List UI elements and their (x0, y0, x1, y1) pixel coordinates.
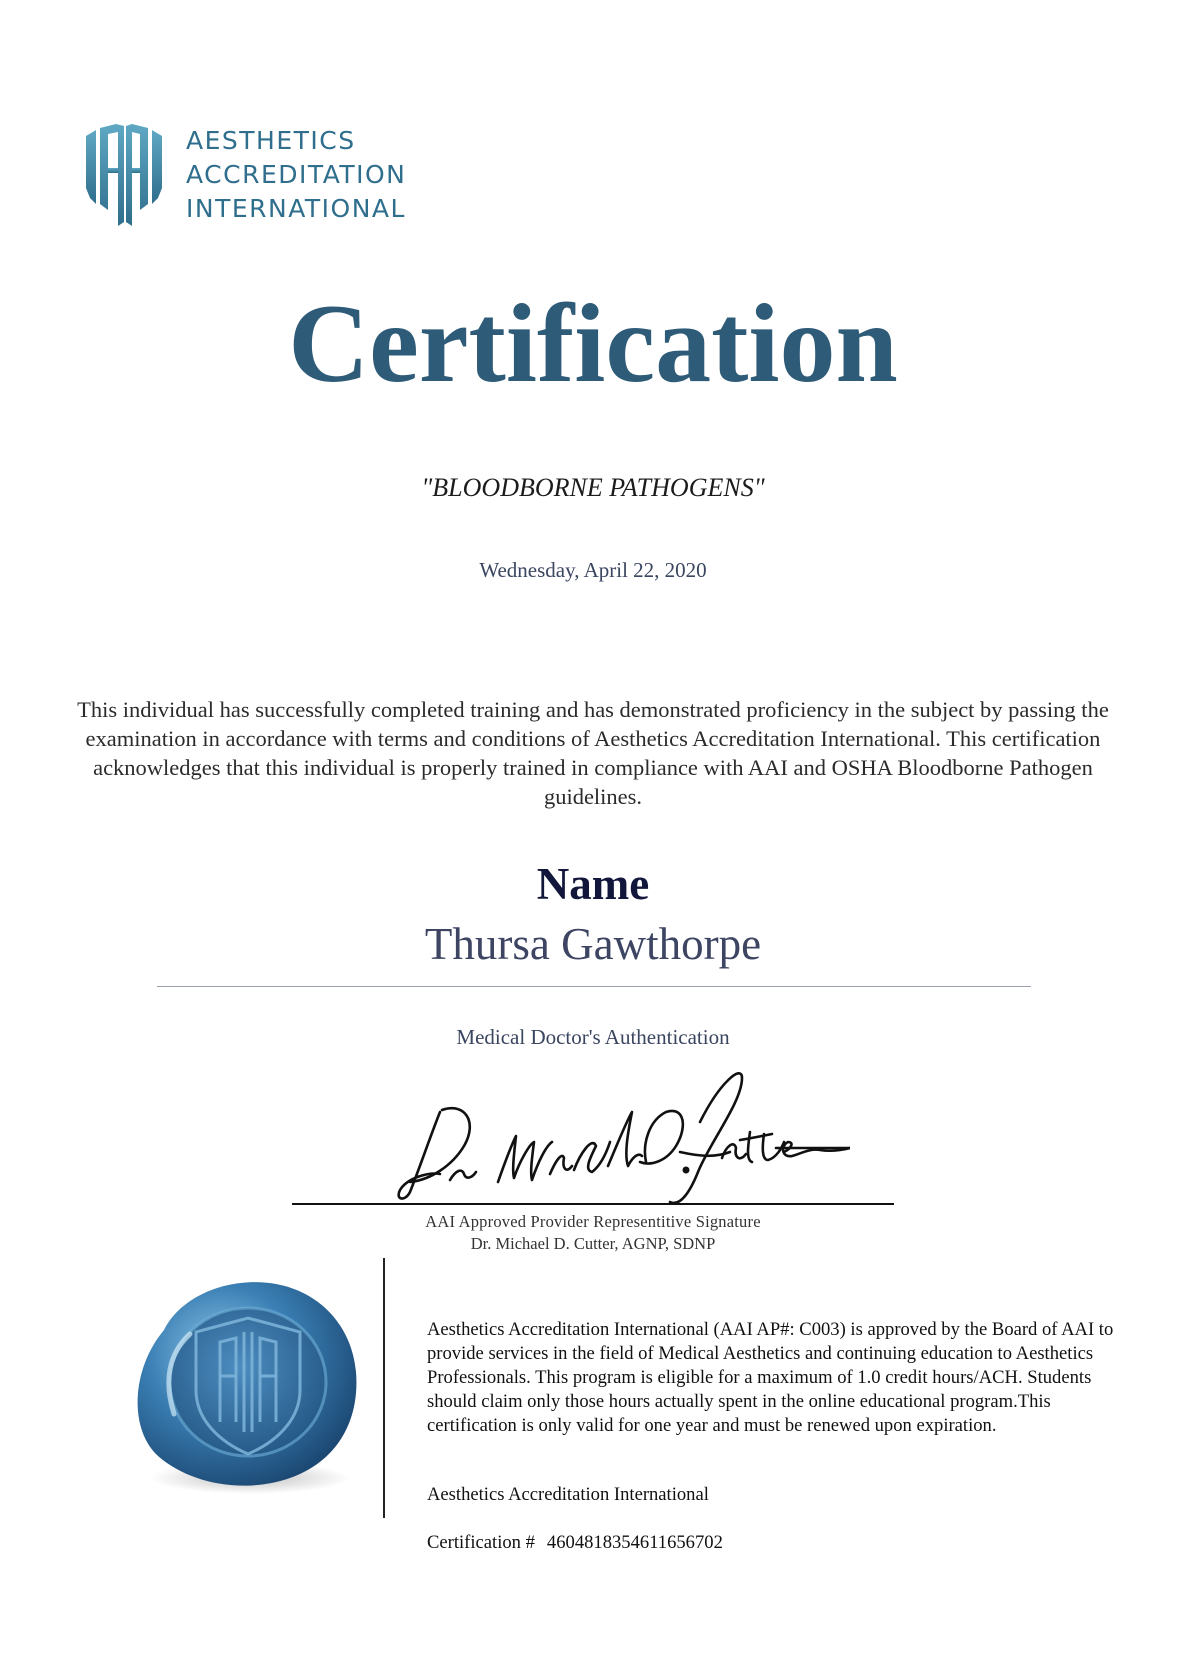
vertical-divider (383, 1258, 385, 1518)
name-heading: Name (536, 859, 650, 909)
logo-text-line-1: AESTHETICS (186, 126, 356, 155)
signature-caption: AAI Approved Provider Representitive Signature (425, 1212, 761, 1231)
recipient-name: Thursa Gawthorpe (424, 919, 762, 969)
certification-statement: This individual has successfully completed training and has demonstrated proficiency in the subject by passing the examination in accordance with terms and conditions of Aesthetics Accreditation International. This certification acknowledges that this individual is properly trained in compliance with AAI and OSHA Bloodborne Pathogen guidelines. (77, 697, 1109, 809)
signatory-name: Dr. Michael D. Cutter, AGNP, SDNP (470, 1234, 716, 1253)
certification-number-label: Certification # (427, 1532, 535, 1553)
organization-name: Aesthetics Accreditation International (427, 1484, 709, 1505)
certificate-title: Certification (288, 282, 898, 406)
signature-line (292, 1203, 894, 1205)
certification-number-row (427, 1532, 723, 1554)
logo-text-line-3: INTERNATIONAL (186, 194, 406, 223)
wax-seal (124, 1272, 364, 1498)
authentication-label: Medical Doctor's Authentication (456, 1025, 730, 1049)
certificate-date: Wednesday, April 22, 2020 (479, 558, 707, 582)
certification-number: 4604818354611656702 (546, 1532, 723, 1553)
course-name: "BLOODBORNE PATHOGENS" (421, 473, 765, 502)
handwritten-signature (380, 1062, 850, 1207)
accreditation-disclaimer: Aesthetics Accreditation International (AAI AP#: C003) is approved by the Board of AAI to provide services in the field of Medical Aesthetics and continuing education to Aesthetics Professionals. This program is eligible for a maximum of 1.0 credit hours/ACH. Students should claim only those hours actually spent in the online educational program.This certification is only valid for one year and must be renewed upon expiration. (427, 1319, 1114, 1436)
name-underline (157, 986, 1031, 987)
aai-logo-mark-icon (80, 122, 168, 230)
organization-logo (80, 122, 410, 232)
logo-text-line-2: ACCREDITATION (186, 160, 407, 189)
